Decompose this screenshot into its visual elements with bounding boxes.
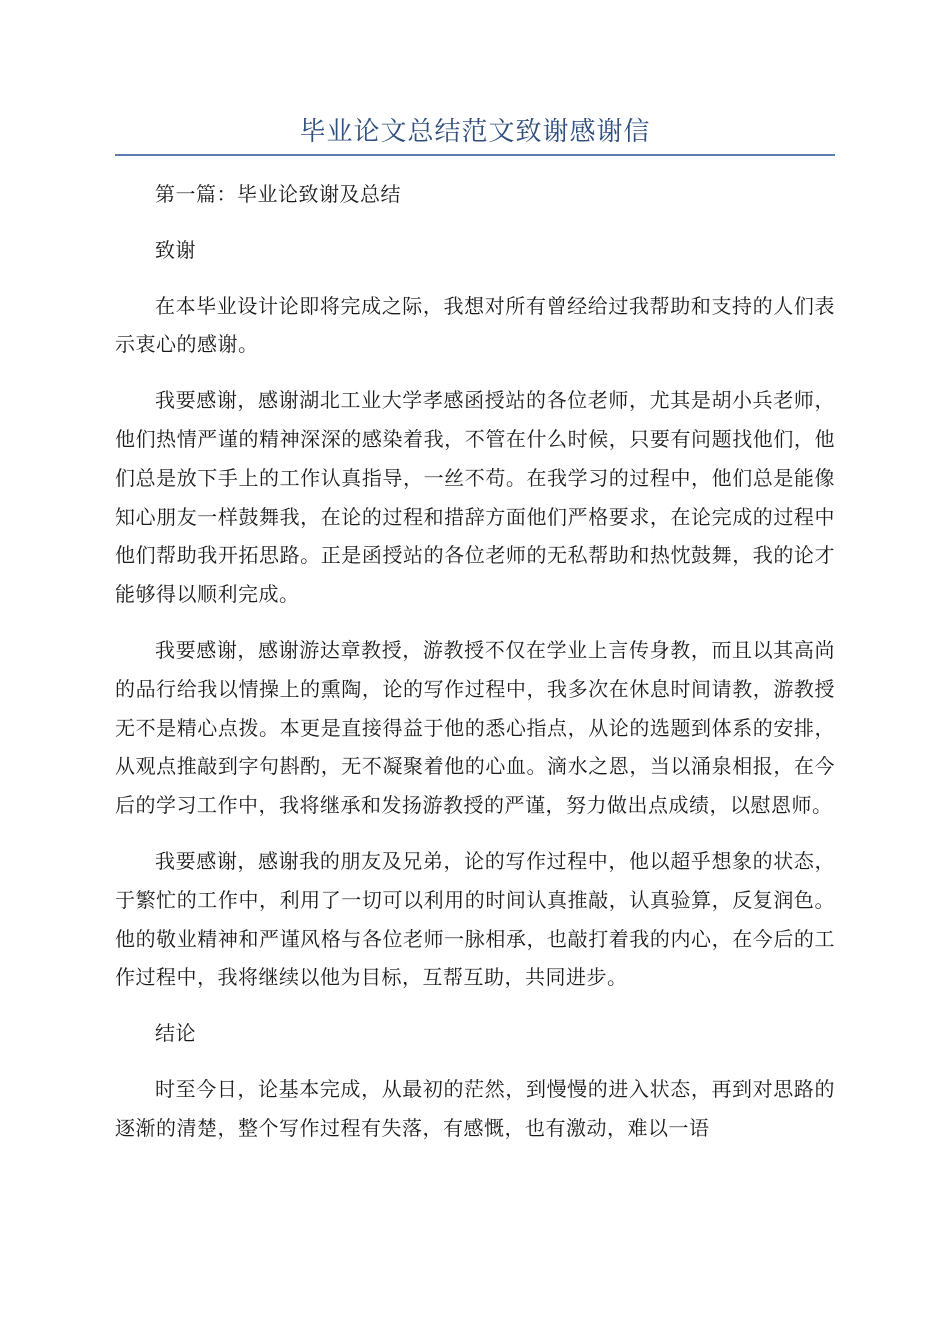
section-heading-acknowledgements: 致谢 bbox=[155, 237, 196, 262]
paragraph-thanks-teachers: 我要感谢，感谢湖北工业大学孝感函授站的各位老师，尤其是胡小兵老师，他们热情严谨的精神深深的感染着我，不管在什么时候，只要有问题找他们，他们总是放下手上的工作认真指导，一丝不苟。在我学习的过程中，他们总是能像知心朋友一样鼓舞我，在论的过程和措辞方面他们严格要求，在论完成的过程中他们帮助我开拓思路。正是函授站的各位老师的无私帮助和热忱鼓舞，我的论才能够得以顺利完成。 bbox=[115, 388, 835, 607]
paragraph-thanks-friends: 我要感谢，感谢我的朋友及兄弟，论的写作过程中，他以超乎想象的状态，于繁忙的工作中，利用了一切可以利用的时间认真推敲，认真验算，反复润色。他的敬业精神和严谨风格与各位老师一脉相承，也敲打着我的内心，在今后的工作过程中，我将继续以他为目标，互帮互助，共同进步。 bbox=[115, 848, 835, 990]
paragraph-conclusion: 时至今日，论基本完成，从最初的茫然，到慢慢的进入状态，再到对思路的逐渐的清楚，整个写作过程有失落，有感慨，也有激动，难以一语 bbox=[115, 1076, 835, 1140]
paragraph-thanks-professor: 我要感谢，感谢游达章教授，游教授不仅在学业上言传身教，而且以其高尚的品行给我以情操上的熏陶，论的写作过程中，我多次在休息时间请教，游教授无不是精心点拨。本更是直接得益于他的悉心指点，从论的选题到体系的安排，从观点推敲到字句斟酌，无不凝聚着他的心血。滴水之恩，当以涌泉相报，在今后的学习工作中，我将继承和发扬游教授的严谨，努力做出点成绩，以慰恩师。 bbox=[115, 637, 835, 818]
section-heading-chapter-one: 第一篇：毕业论致谢及总结 bbox=[155, 182, 401, 206]
paragraph-intro: 在本毕业设计论即将完成之际，我想对所有曾经给过我帮助和支持的人们表示衷心的感谢。 bbox=[115, 293, 835, 357]
title-underline-rule bbox=[115, 154, 835, 156]
section-heading-conclusion: 结论 bbox=[155, 1021, 196, 1046]
document-body bbox=[115, 175, 835, 1165]
document-title: 毕业论文总结范文致谢感谢信 bbox=[299, 117, 651, 147]
